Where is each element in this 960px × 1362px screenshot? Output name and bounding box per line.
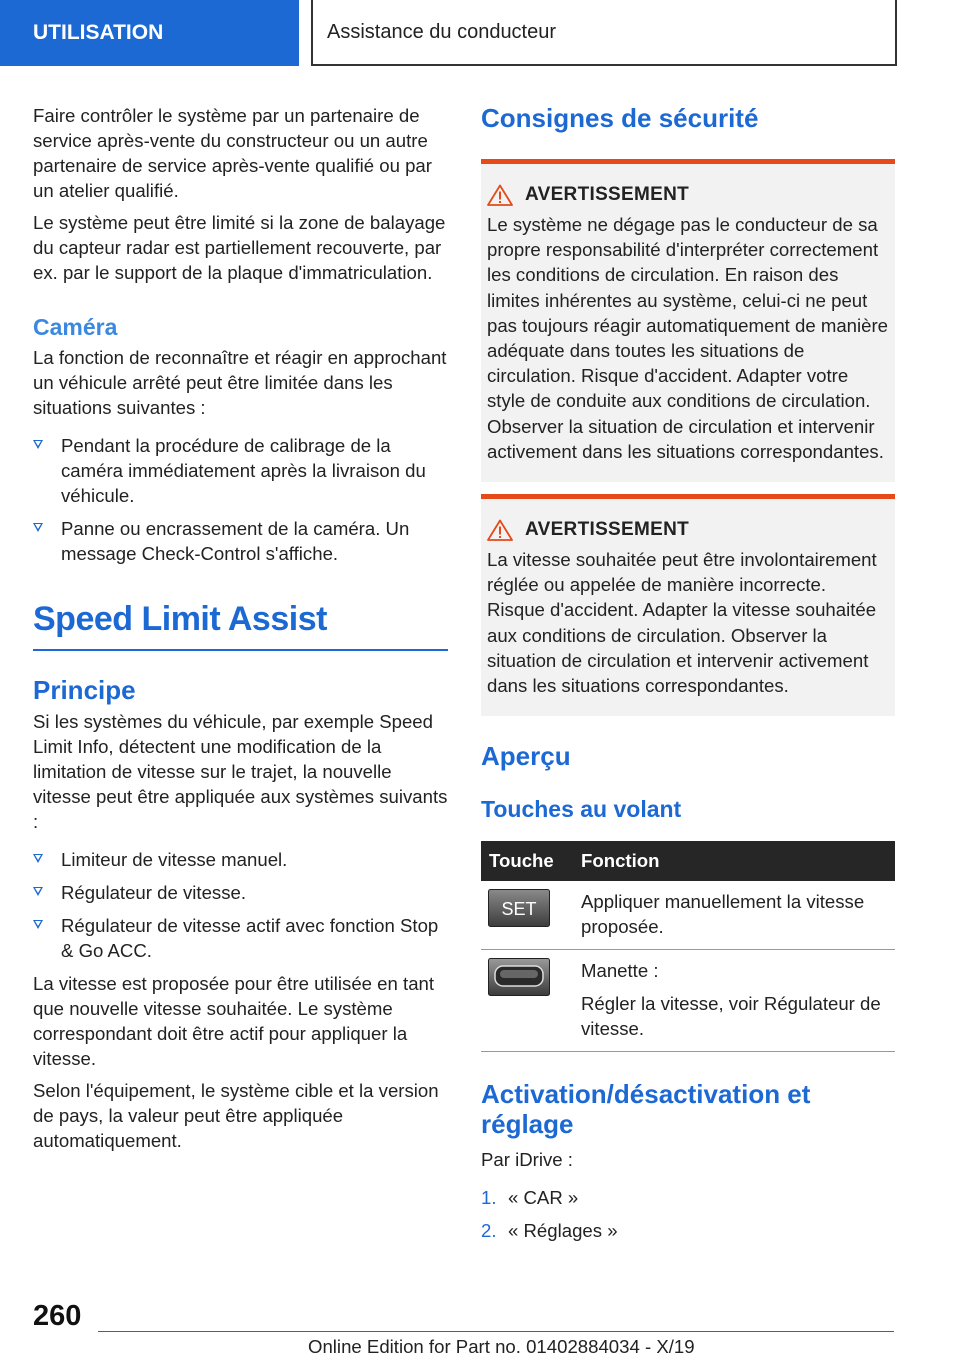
set-button-icon bbox=[488, 889, 550, 927]
function-label: Manette : bbox=[581, 960, 659, 982]
function-description: Régler la vitesse, voir Régulateur de vitesse. bbox=[581, 993, 881, 1040]
warning-title-row bbox=[487, 184, 889, 206]
table-row bbox=[481, 950, 895, 1052]
warning-icon bbox=[487, 184, 513, 206]
steps-list bbox=[481, 1185, 895, 1243]
principe-list bbox=[33, 847, 448, 963]
triangle-bullet-icon bbox=[33, 440, 43, 449]
function-cell bbox=[573, 950, 895, 1052]
chapter-label: Assistance du conducteur bbox=[327, 20, 557, 43]
left-column bbox=[33, 103, 448, 1153]
paragraph: Selon l'équipement, le système cible et la version de pays, la valeur peut être appliquée automatiquement. bbox=[33, 1080, 439, 1151]
main-heading: Speed Limit Assist bbox=[33, 600, 327, 638]
edition-label: Online Edition for Part no. 01402884034 - X/19 bbox=[308, 1336, 695, 1357]
rocker-switch-icon bbox=[488, 958, 550, 996]
activation-heading: Activation/désactivation et réglage bbox=[481, 1079, 811, 1140]
list-item: 1. « CAR » bbox=[481, 1187, 579, 1209]
footer-rule bbox=[98, 1331, 894, 1332]
paragraph: Le système peut être limité si la zone de balayage du capteur radar est partiellement recouverte, par ex. par le support de la plaque d'immatriculation. bbox=[33, 212, 446, 283]
camera-heading: Caméra bbox=[33, 314, 118, 340]
triangle-bullet-icon bbox=[33, 854, 43, 863]
key-cell bbox=[481, 950, 573, 1052]
set-key-label: SET bbox=[501, 899, 537, 920]
key-cell bbox=[481, 881, 573, 950]
paragraph: Par iDrive : bbox=[481, 1149, 573, 1171]
warning-box bbox=[481, 494, 895, 716]
column-header-key: Touche bbox=[481, 841, 573, 881]
warning-title: AVERTISSEMENT bbox=[525, 519, 690, 541]
camera-list bbox=[33, 433, 448, 566]
safety-heading: Consignes de sécurité bbox=[481, 103, 759, 133]
table-row bbox=[481, 881, 895, 950]
table-header-row bbox=[481, 841, 895, 881]
wheel-buttons-heading: Touches au volant bbox=[481, 796, 682, 823]
wheel-buttons-table bbox=[481, 841, 895, 1052]
column-header-function: Fonction bbox=[573, 841, 895, 881]
triangle-bullet-icon bbox=[33, 887, 43, 896]
warning-box bbox=[481, 159, 895, 482]
warning-title-row bbox=[487, 519, 889, 541]
list-item: Pendant la procédure de calibrage de la caméra immédiatement après la livraison du véhicule. bbox=[33, 433, 448, 508]
right-column bbox=[481, 103, 895, 1251]
page-number: 260 bbox=[33, 1300, 82, 1332]
principe-heading: Principe bbox=[33, 675, 136, 705]
chapter-header bbox=[311, 0, 897, 66]
paragraph: Si les systèmes du véhicule, par exemple Speed Limit Info, détectent une modification de la limitation de vitesse sur le trajet, la nouvelle vitesse peut être appliquée aux systèmes suivants : bbox=[33, 711, 448, 832]
list-item: Régulateur de vitesse. bbox=[33, 880, 448, 905]
warning-text: La vitesse souhaitée peut être involontairement réglée ou appelée de manière incorrecte. Risque d'accident. Adapter la vitesse souhaitée aux conditions de circulation. Observer la situation de circulation et intervenir activement dans les situations correspondantes. bbox=[487, 549, 877, 697]
list-item: 2. « Réglages » bbox=[481, 1220, 618, 1242]
overview-heading: Aperçu bbox=[481, 741, 571, 772]
triangle-bullet-icon bbox=[33, 920, 43, 929]
warning-text: Le système ne dégage pas le conducteur de sa propre responsabilité d'interpréter correctement les conditions de circulation. En raison des limites inhérentes au système, celui-ci ne peut pas toujours réagir automatiquement de manière adéquate dans toutes les situations de circulation. Risque d'accident. Adapter votre style de conduite aux conditions de circulation. Observer la situation de circulation et intervenir activement dans les situations correspondantes. bbox=[487, 214, 889, 462]
list-item: Limiteur de vitesse manuel. bbox=[33, 847, 448, 872]
list-item: Panne ou encrassement de la caméra. Un message Check-Control s'affiche. bbox=[33, 516, 448, 566]
paragraph: La fonction de reconnaître et réagir en approchant un véhicule arrêté peut être limitée dans les situations suivantes : bbox=[33, 347, 447, 418]
warning-icon bbox=[487, 519, 513, 541]
paragraph: Faire contrôler le système par un partenaire de service après-vente du constructeur ou un autre partenaire de service après-vente qualifié ou par un atelier qualifié. bbox=[33, 105, 432, 201]
list-item: Régulateur de vitesse actif avec fonction Stop & Go ACC. bbox=[33, 913, 448, 963]
function-cell: Appliquer manuellement la vitesse proposée. bbox=[573, 881, 895, 950]
section-tab bbox=[0, 0, 299, 66]
triangle-bullet-icon bbox=[33, 523, 43, 532]
paragraph: La vitesse est proposée pour être utilisée en tant que nouvelle vitesse souhaitée. Le système correspondant doit être actif pour appliquer la vitesse. bbox=[33, 973, 435, 1069]
warning-title: AVERTISSEMENT bbox=[525, 184, 690, 205]
section-label: UTILISATION bbox=[33, 21, 164, 44]
